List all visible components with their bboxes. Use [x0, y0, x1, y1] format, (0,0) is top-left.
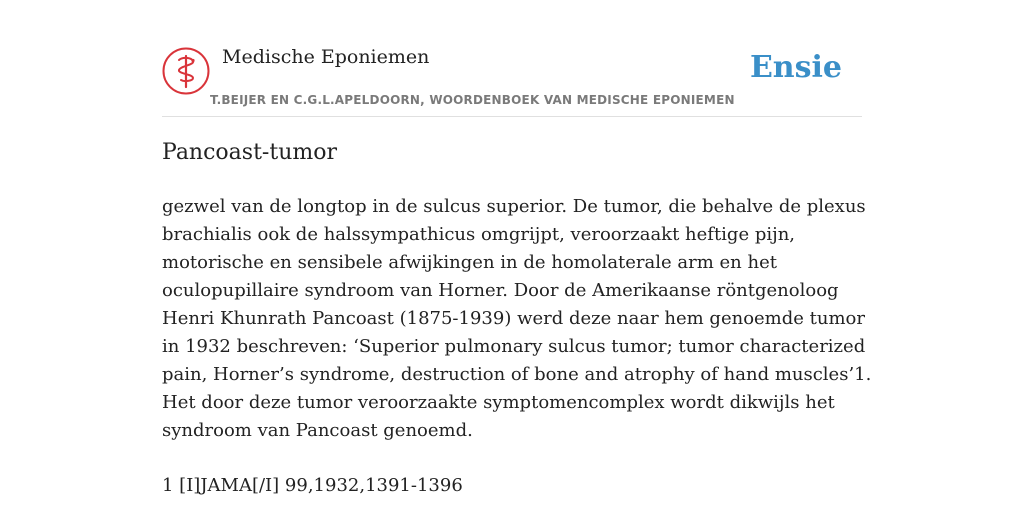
- entry-footnote: 1 [I]JAMA[/I] 99,1932,1391-1396: [162, 475, 463, 496]
- source-header: [162, 42, 862, 117]
- rod-of-asclepius-icon[interactable]: [162, 47, 210, 95]
- entry-headword: Pancoast-tumor: [162, 140, 337, 165]
- source-title[interactable]: Medische Eponiemen: [222, 46, 430, 68]
- entry-definition: gezwel van de longtop in de sulcus superior. De tumor, die behalve de plexus brachialis ook de halssympathicus omgrijpt, veroorzaakt heftige pijn, motorische en sensibele afwijkingen in de homolaterale arm en het oculopupillaire syndroom van Horner. Door de Amerikaanse röntgenoloog Henri Khunrath Pancoast (1875-1939) werd deze naar hem genoemde tumor in 1932 beschreven: ‘Superior pulmonary sulcus tumor; tumor characterized pain, Horner’s syndrome, destruction of bone and atrophy of hand muscles’1. Het door deze tumor veroorzaakte symptomencomplex wordt dikwijls het syndroom van Pancoast genoemd.: [162, 196, 872, 441]
- source-subtitle: T.BEIJER EN C.G.L.APELDOORN, WOORDENBOEK VAN MEDISCHE EPONIEMEN: [210, 93, 735, 107]
- brand-logo[interactable]: Ensie: [749, 50, 842, 85]
